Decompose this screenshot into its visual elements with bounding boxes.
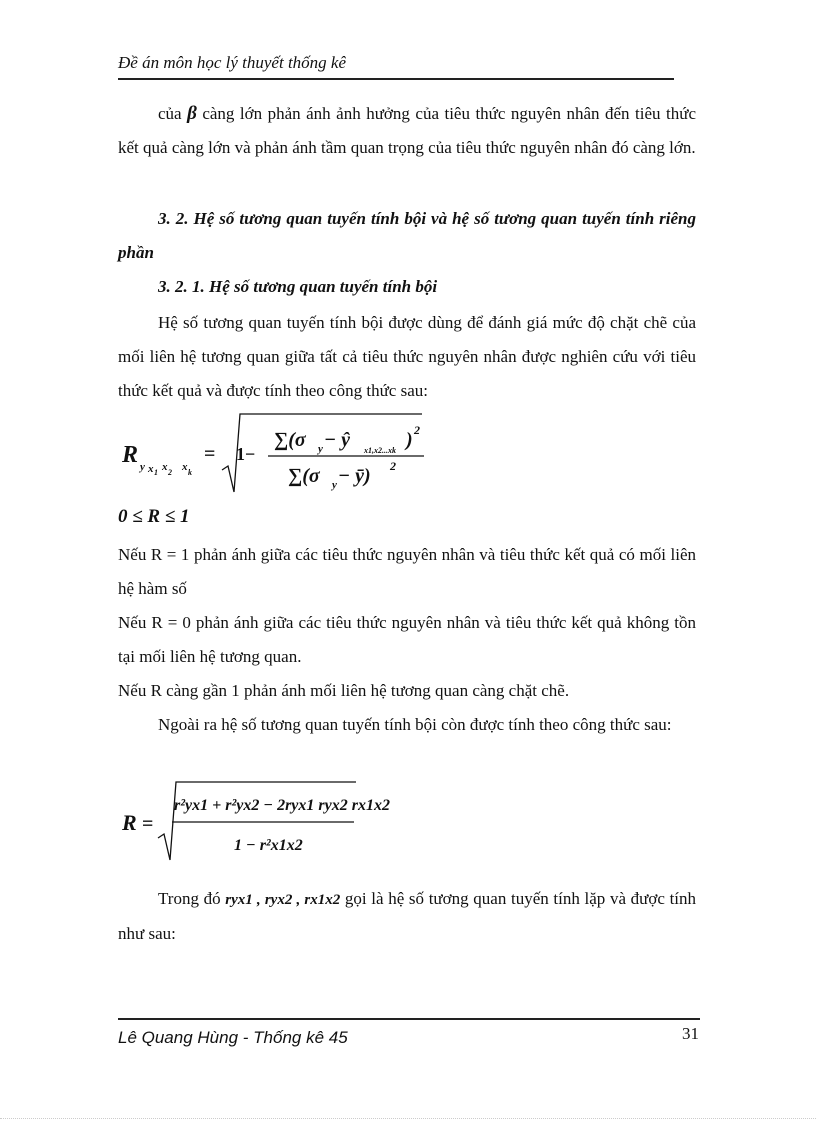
section-heading: 3. 2. Hệ số tương quan tuyến tính bội và hệ số tương quan tuyến tính riêng phần [118,209,696,262]
paragraph-where [118,882,696,951]
page-header: Đề án môn học lý thuyết thống kê [118,52,674,80]
formula1-numerator: ∑(σ [274,429,306,451]
formula1-equals: = [204,443,216,465]
p4-after: gọi là hệ số tương quan tuyến tính lặp và được tính như sau: [118,889,697,943]
formula1-den-minus: − ȳ) [338,465,371,487]
formula-multiple-correlation [118,408,438,498]
paragraph-definition: Hệ số tương quan tuyến tính bội được dùng để đánh giá mức độ chặt chẽ của mối liên hệ tương quan giữa tất cả tiêu thức nguyên nhân được nghiên cứu với tiêu thức kết quả và được tính theo công thức sau: [118,313,696,400]
formula1-num-minus: − ŷ [324,429,350,451]
paragraph-alternative: Ngoài ra hệ số tương quan tuyến tính bội còn được tính theo công thức sau: [158,715,672,734]
formula1-sub-y: y [140,461,145,473]
formula1-den-exp: 2 [390,459,396,473]
page-number: 31 [682,1024,699,1043]
r-near-one: Nếu R càng gần 1 phản ánh mối liên hệ tương quan càng chặt chẽ. [118,681,570,700]
range-statement: 0 ≤ R ≤ 1 [118,506,190,527]
formula1-one-minus: 1− [236,444,256,464]
formula1-num-sub: x1,x2...xk [364,446,396,455]
footer-rule [118,1018,700,1020]
r-equals-one: Nếu R = 1 phản ánh giữa các tiêu thức nguyên nhân và tiêu thức kết quả có mối liên hệ hàm số [118,545,696,598]
formula1-sub-xk: x [182,461,188,473]
formula1-denominator: ∑(σ [288,465,320,487]
formula1-num-y: y [318,443,323,455]
formula1-num-close: ) [406,429,413,451]
formula1-num-exp: 2 [414,423,420,437]
p1-before: của [158,104,188,123]
p1-after: càng lớn phản ánh ảnh hưởng của tiêu thức nguyên nhân đến tiêu thức kết quả càng lớn và phản ánh tầm quan trọng của tiêu thức nguyên nhân đó càng lớn. [118,104,697,157]
beta-symbol: β [187,103,197,124]
formula1-sub-2: 2 [168,468,172,477]
formula2-R: R [122,810,137,835]
p4-symbols: ryx1 , ryx2 , rx1x2 [225,892,341,908]
p4-before: Trong đó [158,889,221,908]
formula2-numerator: r²yx1 + r²yx2 − 2ryx1 ryx2 rx1x2 [174,797,390,814]
paragraph-beta [118,97,696,165]
formula1-sub-x1: x [148,463,154,475]
formula2-equals: = [142,813,154,835]
formula1-sub-1: 1 [154,468,158,477]
footer-author: Lê Quang Hùng - Thống kê 45 [118,1028,348,1047]
formula1-R: R [122,442,139,468]
formula1-sub-k: k [188,468,192,477]
formula2-denominator: 1 − r²x1x2 [234,837,303,854]
subsection-heading: 3. 2. 1. Hệ số tương quan tuyến tính bội [158,277,438,296]
formula-multiple-correlation-alt [118,778,418,868]
r-equals-zero: Nếu R = 0 phản ánh giữa các tiêu thức nguyên nhân và tiêu thức kết quả không tồn tại mối liên hệ tương quan. [118,613,696,666]
page-edge-divider [0,1118,816,1119]
formula1-den-y: y [332,479,337,491]
formula1-sub-x2: x [162,461,168,473]
